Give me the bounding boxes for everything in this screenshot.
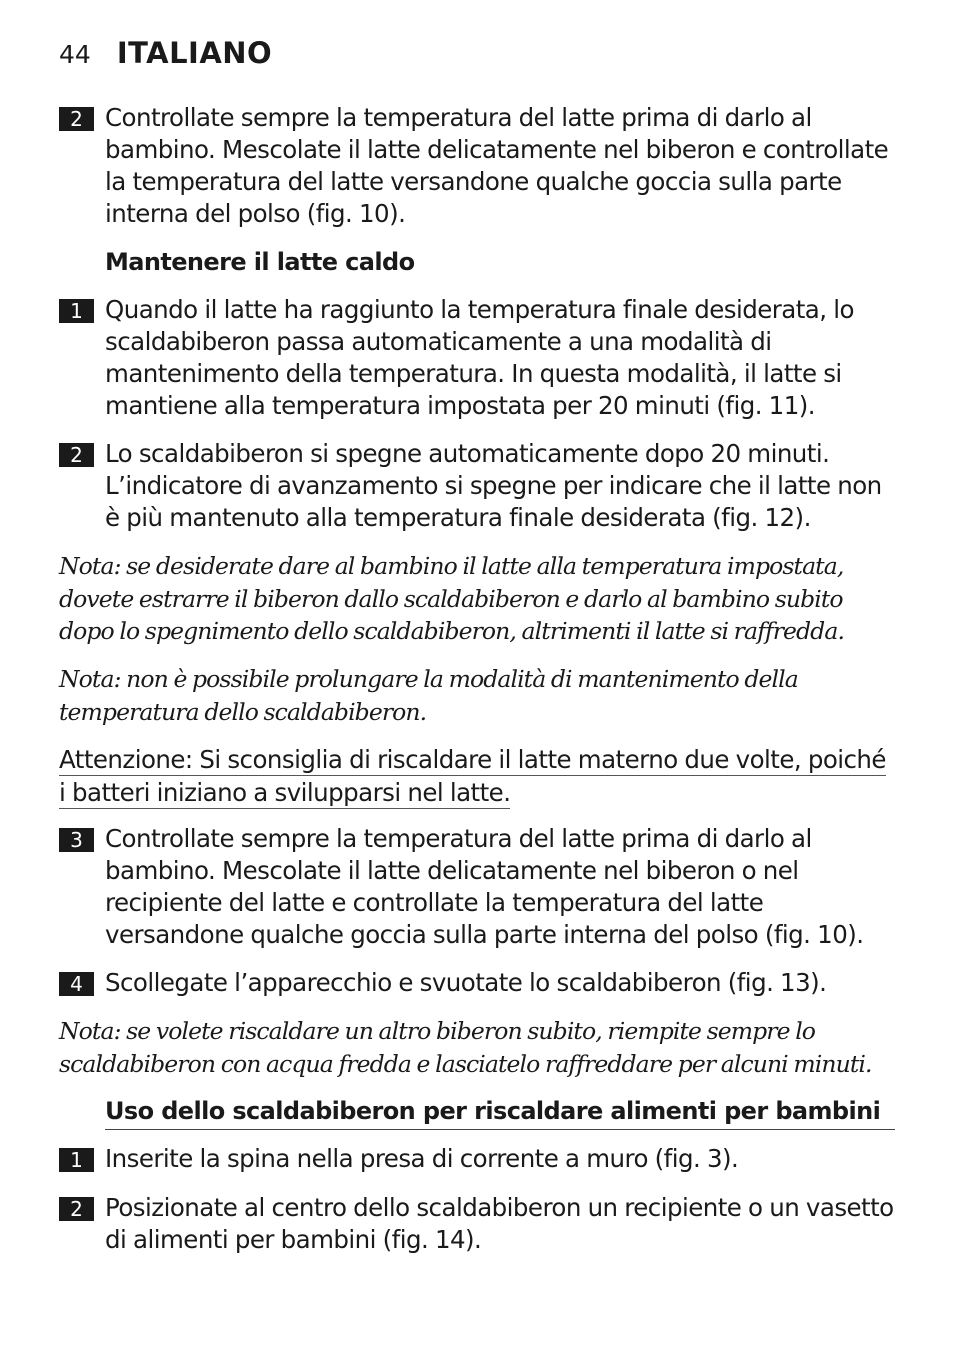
step-number-badge: 1 — [59, 1148, 94, 1172]
step-text: Posizionate al centro dello scaldabiberon un recipiente o un vasetto di alimenti per bambini (fig. 14). — [105, 1193, 894, 1254]
section-heading-baby-food: Uso dello scaldabiberon per riscaldare alimenti per bambini — [105, 1095, 895, 1130]
step-1-keep-warm-mode — [59, 294, 897, 422]
step-text: Scollegate l’apparecchio e svuotate lo scaldabiberon (fig. 13). — [105, 968, 827, 997]
step-2-auto-off — [59, 438, 897, 534]
step-2-check-temperature — [59, 102, 897, 230]
warning-text: Attenzione: Si sconsiglia di riscaldare il latte materno due volte, poiché i batteri iniziano a svilupparsi nel latte. — [59, 745, 886, 807]
step-4-unplug-empty — [59, 967, 897, 999]
page-number: 44 — [59, 40, 91, 69]
page-header — [59, 36, 272, 72]
step-number-badge: 3 — [59, 828, 94, 852]
step-number-badge: 2 — [59, 107, 94, 131]
step-number-badge: 2 — [59, 1197, 94, 1221]
step-number-badge: 1 — [59, 299, 94, 323]
language-title: ITALIANO — [116, 36, 273, 70]
step-1-plug-in — [59, 1143, 897, 1175]
note-no-extension: Nota: non è possibile prolungare la modalità di mantenimento della temperatura dello scaldabiberon. — [59, 665, 798, 726]
warning-reheat-breast-milk — [59, 743, 897, 809]
step-text: Quando il latte ha raggiunto la temperatura finale desiderata, lo scaldabiberon passa automaticamente a una modalità di mantenimento della temperatura. In questa modalità, il latte si mantiene alla temperatura impostata per 20 minuti (fig. 11). — [105, 295, 854, 420]
step-3-check-temperature — [59, 823, 897, 951]
step-text: Controllate sempre la temperatura del latte prima di darlo al bambino. Mescolate il latte delicatamente nel biberon o nel recipiente del latte e controllate la temperatura del latte versandone qualche goccia sulla parte interna del polso (fig. 10). — [105, 824, 864, 949]
step-text: Lo scaldabiberon si spegne automaticamente dopo 20 minuti. L’indicatore di avanzamento si spegne per indicare che il latte non è più mantenuto alla temperatura finale desiderata (fig. 12). — [105, 439, 882, 532]
note-cool-down: Nota: se volete riscaldare un altro biberon subito, riempite sempre lo scaldabiberon con acqua fredda e lasciatelo raffreddare per alcuni minuti. — [59, 1017, 872, 1078]
step-number-badge: 2 — [59, 443, 94, 467]
step-text: Controllate sempre la temperatura del latte prima di darlo al bambino. Mescolate il latte delicatamente nel biberon e controllate la temperatura del latte versandone qualche goccia sulla parte interna del polso (fig. 10). — [105, 103, 889, 228]
section-heading-keep-warm: Mantenere il latte caldo — [105, 248, 415, 276]
step-text: Inserite la spina nella presa di corrente a muro (fig. 3). — [105, 1144, 739, 1173]
step-number-badge: 4 — [59, 972, 94, 996]
step-2-place-jar — [59, 1192, 897, 1256]
note-remove-bottle: Nota: se desiderate dare al bambino il latte alla temperatura impostata, dovete estrarre il biberon dallo scaldabiberon e darlo al bambino subito dopo lo spegnimento dello scaldabiberon, altrimenti il latte si raffredda. — [59, 552, 845, 645]
